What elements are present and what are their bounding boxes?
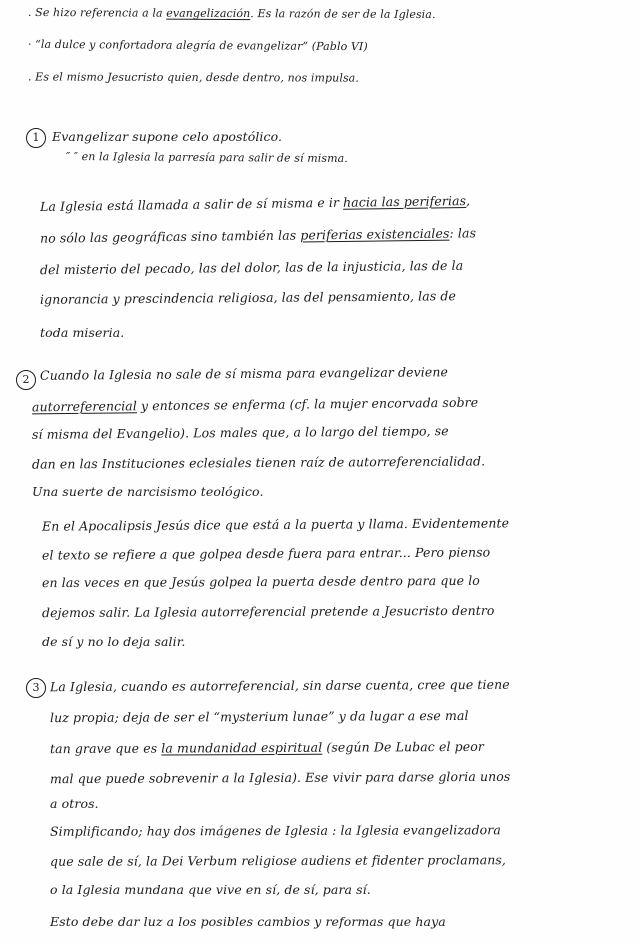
point-2-line-7: el texto se refiere a que golpea desde fuera para entrar... Pero pienso (41, 544, 491, 563)
point-2-line-1: Cuando la Iglesia no sale de sí misma para evangelizar deviene (39, 364, 449, 383)
point-1-line-4: ignorancia y prescindencia religiosa, las del pensamiento, las de (39, 288, 457, 307)
point-1-line-2 (40, 225, 476, 246)
point-2-number: 2 (16, 370, 36, 390)
point-3-line-8: o la Iglesia mundana que vive en sí, de sí, para sí. (50, 882, 371, 897)
point-3-line-3-underlined: la mundanidad espiritual (161, 739, 323, 756)
point-3-line-3-post: (según De Lubac el peor (322, 738, 484, 755)
point-2-line-3: sí misma del Evangelio). Los males que, a lo largo del tiempo, se (31, 423, 449, 442)
point-3-line-6: Simplificando; hay dos imágenes de Iglesia : la Iglesia evangelizadora (49, 822, 501, 839)
point-1-line-1 (40, 193, 470, 215)
point-2-line-6: En el Apocalipsis Jesús dice que está a la puerta y llama. Evidentemente (41, 515, 510, 534)
point-3-line-5: a otros. (50, 796, 99, 811)
point-3-line-2: luz propia; deja de ser el “mysterium lunae” y da lugar a ese mal (49, 707, 469, 726)
point-3-line-3 (50, 739, 484, 757)
intro-line-2: · “la dulce y confortadora alegría de evangelizar” (Pablo VI) (27, 37, 368, 54)
point-2-line-9: dejemos salir. La Iglesia autorreferencial pretende a Jesucristo dentro (41, 602, 495, 621)
intro-line-1-post: . Es la razón de ser de la Iglesia. (250, 7, 436, 22)
point-1-line-5: toda miseria. (40, 325, 125, 340)
point-3-number: 3 (26, 678, 46, 698)
point-2-line-10: de sí y no lo deja salir. (42, 634, 186, 649)
point-3-line-3-pre: tan grave que es (49, 740, 162, 757)
point-2-line-2-post: y entonces se enferma (cf. la mujer encorvada sobre (136, 394, 479, 414)
point-1-line-2-post: : las (449, 225, 477, 241)
point-2-line-2 (32, 395, 478, 416)
point-2-line-8: en las veces en que Jesús golpea la puerta desde dentro para que lo (41, 572, 480, 591)
intro-line-3: . Es el mismo Jesucristo quien, desde dentro, nos impulsa. (27, 70, 359, 85)
point-1-line-1-pre: La Iglesia está llamada a salir de sí misma e ir (39, 194, 344, 215)
point-1-line-2-underlined: periferias existenciales (300, 225, 450, 243)
point-3-line-1: La Iglesia, cuando es autorreferencial, sin darse cuenta, cree que tiene (49, 676, 510, 695)
point-3-line-7: que sale de sí, la Dei Verbum religiose audiens et fidenter proclamans, (49, 852, 507, 869)
point-3-line-9: Esto debe dar luz a los posibles cambios y reformas que haya (50, 914, 446, 929)
point-1-line-1-underlined: hacia las periferias (342, 193, 467, 210)
point-1-title: Evangelizar supone celo apostólico. (52, 129, 283, 144)
point-1-line-3: del misterio del pecado, las del dolor, las de la injusticia, las de la (39, 257, 464, 278)
intro-line-1-pre: . Se hizo referencia a la (27, 5, 167, 20)
point-2-line-4: dan en las Instituciones eclesiales tienen raíz de autorreferencialidad. (31, 453, 486, 472)
point-1-number: 1 (26, 128, 46, 148)
point-2-line-5: Una suerte de narcisismo teológico. (32, 484, 264, 499)
point-1-line-2-pre: no sólo las geográficas sino también las (39, 227, 301, 246)
point-2-line-2-underlined: autorreferencial (31, 398, 137, 415)
intro-line-1 (28, 5, 436, 23)
point-1-sub: ″ ″ en la Iglesia la parresía para salir de sí misma. (65, 150, 348, 165)
point-1-line-1-post: , (465, 192, 471, 209)
point-3-line-4: mal que puede sobrevenir a la Iglesia). Ese vivir para darse gloria unos (49, 768, 511, 787)
intro-line-1-underlined: evangelización (166, 6, 251, 21)
